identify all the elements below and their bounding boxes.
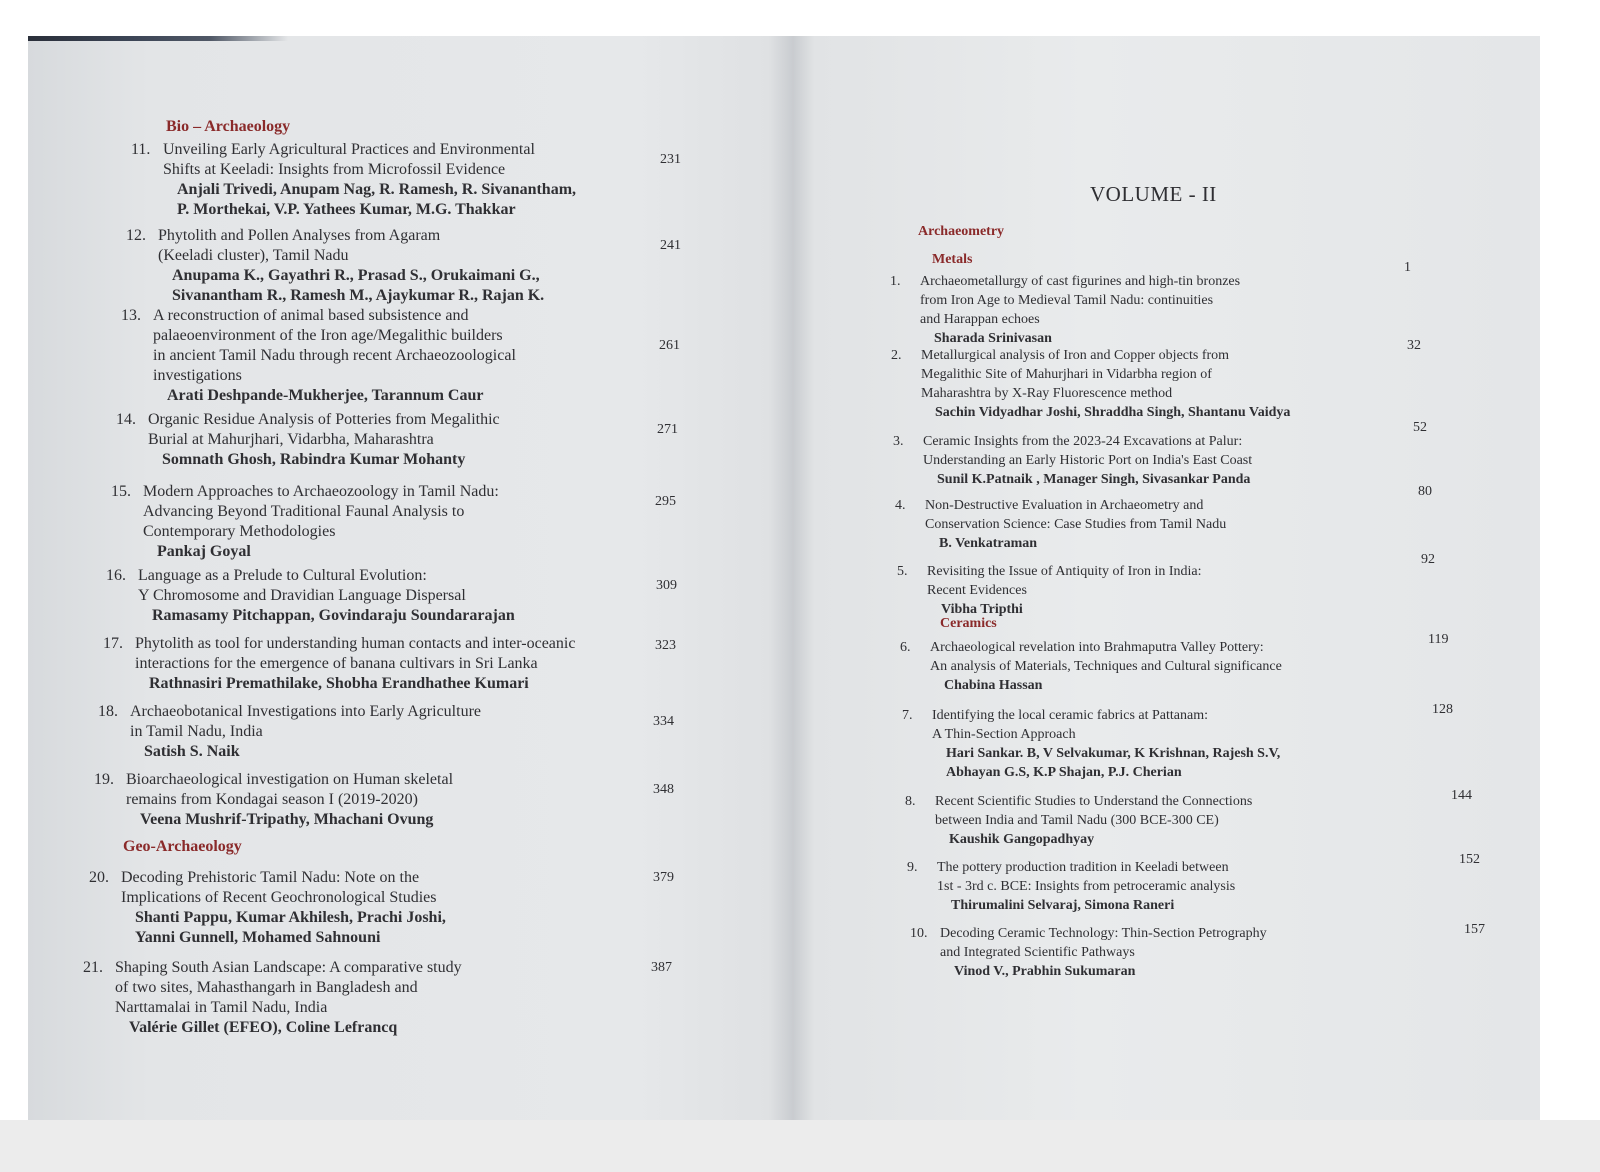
entry-page-number: 323 <box>655 638 676 653</box>
entry-title: Phytolith as tool for understanding human contacts and inter-oceanic interactions for the emergence of banana cultivars in Sri Lanka <box>135 635 576 672</box>
entry-title: Organic Residue Analysis of Potteries from Megalithic Burial at Mahurjhari, Vidarbha, Maharashtra <box>148 411 500 448</box>
toc-entry <box>116 410 678 470</box>
entry-authors: Chabina Hassan <box>944 678 1043 693</box>
toc-entry <box>905 788 1480 849</box>
entry-page-number: 241 <box>660 238 681 253</box>
entry-title: Archaeological revelation into Brahmaputra Valley Pottery: An analysis of Materials, Techniques and Cultural significance <box>930 640 1282 674</box>
entry-title: Revisiting the Issue of Antiquity of Iron in India: Recent Evidences <box>927 564 1202 598</box>
entry-page-number: 52 <box>1413 420 1427 435</box>
entry-page-number: 1 <box>1404 260 1411 275</box>
entry-authors: Valérie Gillet (EFEO), Coline Lefrancq <box>129 1019 398 1036</box>
toc-entry <box>131 140 681 220</box>
entry-number: 16. <box>106 567 126 584</box>
entry-title: Bioarchaeological investigation on Human skeletal remains from Kondagai season I (2019-2020) <box>126 771 454 808</box>
toc-entry <box>121 306 680 406</box>
entry-authors: Somnath Ghosh, Rabindra Kumar Mohanty <box>162 451 466 468</box>
entry-title: Decoding Prehistoric Tamil Nadu: Note on the Implications of Recent Geochronological Studies <box>121 869 437 906</box>
entry-title: Identifying the local ceramic fabrics at Pattanam: A Thin-Section Approach <box>932 708 1208 742</box>
entry-number: 8. <box>905 794 916 809</box>
entry-authors: Ramasamy Pitchappan, Govindaraju Soundararajan <box>152 607 515 624</box>
entry-page-number: 271 <box>657 422 678 437</box>
open-book <box>28 36 1540 1120</box>
toc-entry <box>893 420 1453 489</box>
entry-number: 10. <box>910 926 928 941</box>
section-heading-archaeometry: Archaeometry <box>918 224 1005 239</box>
entry-page-number: 144 <box>1451 788 1472 803</box>
entry-page-number: 119 <box>1428 632 1449 647</box>
subsection-heading-ceramics: Ceramics <box>940 616 997 631</box>
entry-authors: Pankaj Goyal <box>157 543 251 560</box>
entry-number: 4. <box>895 498 906 513</box>
entry-authors: Arati Deshpande-Mukherjee, Tarannum Caur <box>167 387 484 404</box>
entry-number: 6. <box>900 640 911 655</box>
entry-title: Ceramic Insights from the 2023-24 Excavations at Palur: Understanding an Early Historic Port on India's East Coast <box>923 434 1253 468</box>
entry-page-number: 387 <box>651 960 672 975</box>
entry-page-number: 261 <box>659 338 680 353</box>
toc-entry <box>98 702 690 762</box>
entry-page-number: 128 <box>1432 702 1453 717</box>
entry-authors: Kaushik Gangopadhyay <box>949 832 1095 847</box>
entry-title: Unveiling Early Agricultural Practices and Environmental Shifts at Keeladi: Insights from Microfossil Evidence <box>163 141 535 178</box>
entry-title: Phytolith and Pollen Analyses from Agaram (Keeladi cluster), Tamil Nadu <box>158 227 441 264</box>
entry-page-number: 32 <box>1407 338 1421 353</box>
entry-title: Archaeometallurgy of cast figurines and high-tin bronzes from Iron Age to Medieval Tamil Nadu: continuities and Harappan echoes <box>920 274 1241 327</box>
book-edge-strip <box>28 36 288 41</box>
entry-authors: Anupama K., Gayathri R., Prasad S., Orukaimani G., Sivanantham R., Ramesh M., Ajaykumar R., Rajan K. <box>172 267 545 304</box>
toc-entry <box>111 482 676 562</box>
entry-page-number: 80 <box>1418 484 1432 499</box>
entry-number: 13. <box>121 307 141 324</box>
entry-page-number: 157 <box>1464 922 1485 937</box>
entry-number: 15. <box>111 483 131 500</box>
entry-number: 17. <box>103 635 123 652</box>
entry-number: 20. <box>89 869 109 886</box>
toc-entry <box>900 632 1470 695</box>
entry-page-number: 348 <box>653 782 674 797</box>
entry-authors: B. Venkatraman <box>939 536 1038 551</box>
entry-authors: Rathnasiri Premathilake, Shobha Erandhathee Kumari <box>149 675 529 692</box>
entry-number: 7. <box>902 708 913 723</box>
entry-authors: Sachin Vidyadhar Joshi, Shraddha Singh, Shantanu Vaidya <box>935 405 1291 420</box>
section-heading-geo-archaeology: Geo-Archaeology <box>123 838 242 855</box>
entry-authors: Vibha Tripthi <box>941 602 1023 617</box>
left-page <box>28 36 768 1120</box>
entry-number: 3. <box>893 434 904 449</box>
entry-title: Shaping South Asian Landscape: A comparative study of two sites, Mahasthangarh in Bangladesh and Narttamalai in Tamil Nadu, India <box>115 959 462 1016</box>
entry-authors: Vinod V., Prabhin Sukumaran <box>954 964 1136 979</box>
entry-number: 21. <box>83 959 103 976</box>
volume-title: VOLUME - II <box>1090 182 1217 206</box>
entry-authors: Anjali Trivedi, Anupam Nag, R. Ramesh, R. Sivanantham, P. Morthekai, V.P. Yathees Kumar, M.G. Thakkar <box>177 181 577 218</box>
entry-number: 18. <box>98 703 118 720</box>
toc-entry <box>83 958 695 1038</box>
entry-page-number: 152 <box>1459 852 1480 867</box>
toc-entry <box>897 552 1462 619</box>
entry-page-number: 295 <box>655 494 676 509</box>
entry-number: 5. <box>897 564 908 579</box>
toc-entry <box>910 922 1495 981</box>
entry-authors: Satish S. Naik <box>144 743 240 760</box>
toc-entry <box>902 702 1477 782</box>
entry-number: 19. <box>94 771 114 788</box>
entry-page-number: 231 <box>660 152 681 167</box>
entry-title: Modern Approaches to Archaeozoology in Tamil Nadu: Advancing Beyond Traditional Faunal Analysis to Contemporary Methodologies <box>143 483 499 540</box>
toc-entry <box>907 852 1487 915</box>
entry-authors: Thirumalini Selvaraj, Simona Raneri <box>951 898 1175 913</box>
entry-title: The pottery production tradition in Keeladi between 1st - 3rd c. BCE: Insights from petroceramic analysis <box>937 860 1236 894</box>
entry-number: 12. <box>126 227 146 244</box>
entry-number: 2. <box>891 348 902 363</box>
bottom-margin <box>0 1120 1600 1172</box>
entry-page-number: 309 <box>656 578 677 593</box>
entry-number: 1. <box>890 274 901 289</box>
entry-authors: Sunil K.Patnaik , Manager Singh, Sivasankar Panda <box>937 472 1251 487</box>
entry-title: Non-Destructive Evaluation in Archaeometry and Conservation Science: Case Studies from Tamil Nadu <box>925 498 1227 532</box>
entry-number: 14. <box>116 411 136 428</box>
entry-page-number: 334 <box>653 714 674 729</box>
subsection-heading-metals: Metals <box>932 252 973 267</box>
entry-title: Archaeobotanical Investigations into Early Agriculture in Tamil Nadu, India <box>130 703 481 740</box>
entry-number: 9. <box>907 860 918 875</box>
toc-entry <box>89 868 691 948</box>
entry-title: Metallurgical analysis of Iron and Copper objects from Megalithic Site of Mahurjhari in Vidarbha region of Maharashtra by X-Ray Fluorescence method <box>921 348 1230 401</box>
entry-page-number: 379 <box>653 870 674 885</box>
entry-authors: Shanti Pappu, Kumar Akhilesh, Prachi Joshi, Yanni Gunnell, Mohamed Sahnouni <box>135 909 446 946</box>
toc-entry <box>94 770 686 830</box>
entry-authors: Hari Sankar. B, V Selvakumar, K Krishnan, Rajesh S.V, Abhayan G.S, K.P Shajan, P.J. Cherian <box>946 746 1281 780</box>
toc-entry <box>106 566 678 626</box>
section-heading-bio-archaeology: Bio – Archaeology <box>166 118 291 135</box>
toc-entry <box>895 484 1460 553</box>
entry-page-number: 92 <box>1421 552 1435 567</box>
entry-number: 11. <box>131 141 151 158</box>
entry-title: A reconstruction of animal based subsistence and palaeoenvironment of the Iron age/Megalithic builders in ancient Tamil Nadu through recent Archaeozoological investigations <box>153 307 516 384</box>
entry-authors: Veena Mushrif-Tripathy, Mhachani Ovung <box>140 811 434 828</box>
entry-title: Decoding Ceramic Technology: Thin-Section Petrography and Integrated Scientific Pathways <box>940 926 1267 960</box>
entry-authors: Sharada Srinivasan <box>934 331 1052 346</box>
entry-title: Language as a Prelude to Cultural Evolution: Y Chromosome and Dravidian Language Dispersal <box>138 567 466 604</box>
entry-title: Recent Scientific Studies to Understand the Connections between India and Tamil Nadu (300 BCE-300 CE) <box>935 794 1253 828</box>
toc-entry <box>103 634 695 694</box>
toc-entry <box>890 260 1440 348</box>
toc-entry <box>126 226 681 306</box>
right-page <box>788 36 1540 1120</box>
